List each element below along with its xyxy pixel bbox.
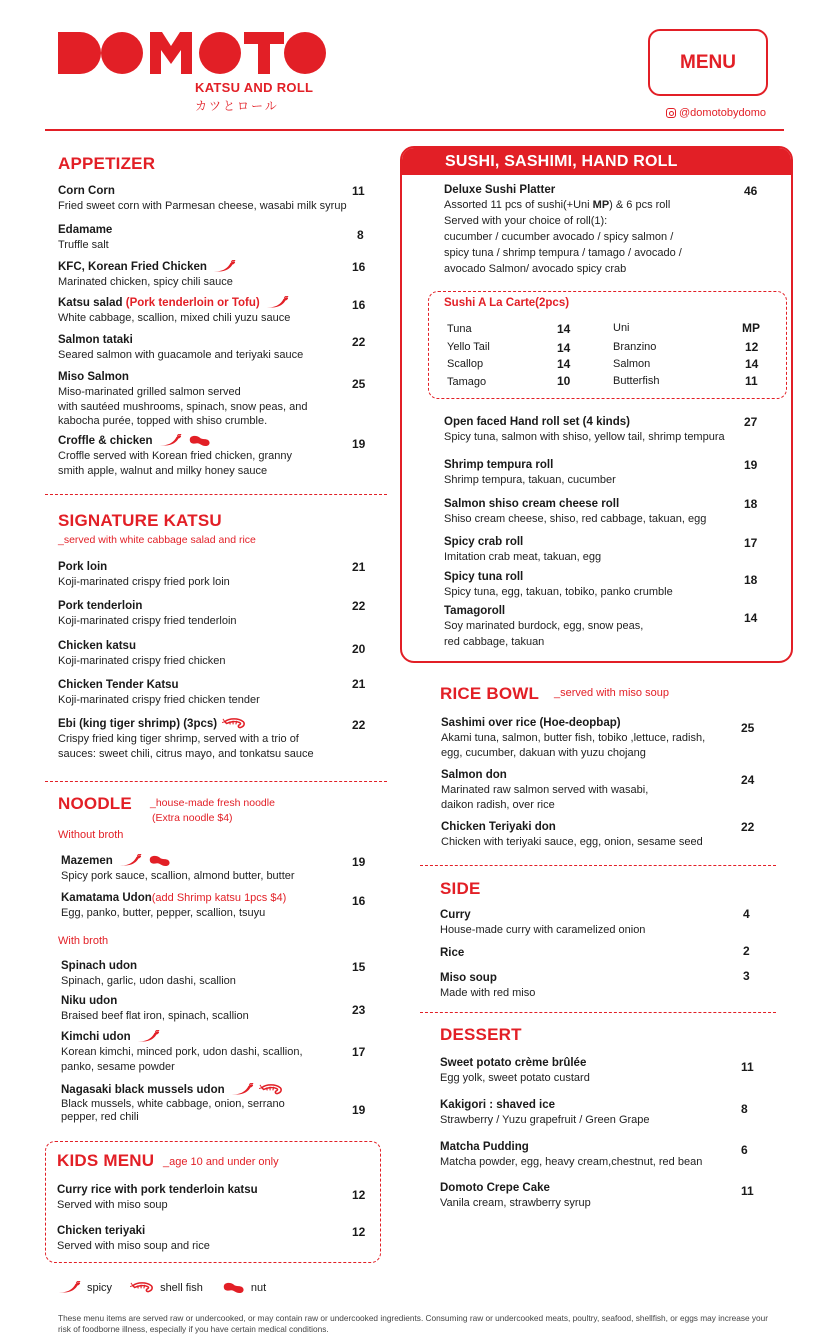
item-desc-line: egg, cucumber, dakuan with yuzu chojang bbox=[441, 746, 646, 759]
item-addon: (add Shrimp katsu 1pcs $4) bbox=[151, 892, 287, 904]
item-name: Miso Salmon bbox=[58, 371, 129, 383]
item-desc: Koji-marinated crispy fried chicken bbox=[58, 655, 226, 667]
item-desc: White cabbage, scallion, mixed chili yuzu sauce bbox=[58, 312, 291, 324]
menu-item bbox=[441, 820, 703, 850]
menu-item bbox=[444, 497, 706, 527]
item-price: 22 bbox=[352, 335, 366, 349]
alacarte-price: 14 bbox=[557, 322, 571, 336]
item-price: 4 bbox=[743, 907, 750, 921]
alacarte-name: Tamago bbox=[447, 376, 487, 388]
item-desc-line: avocado Salmon/ avocado spicy crab bbox=[444, 262, 627, 275]
item-desc: Spicy pork sauce, scallion, almond butter, butter bbox=[61, 870, 295, 882]
without-broth-heading: Without broth bbox=[58, 829, 124, 841]
item-desc: Served with miso soup and rice bbox=[57, 1240, 210, 1252]
item-desc-line: Miso-marinated grilled salmon served bbox=[58, 386, 241, 398]
item-desc-line: sauces: sweet chili, citrus mayo, and tonkatsu sauce bbox=[58, 747, 314, 760]
item-price: 17 bbox=[352, 1045, 366, 1059]
menu-item bbox=[444, 604, 643, 650]
item-price: 18 bbox=[744, 573, 758, 587]
section-divider bbox=[45, 494, 387, 495]
item-desc-line: Marinated raw salmon served with wasabi, bbox=[441, 784, 649, 796]
instagram-handle[interactable] bbox=[666, 107, 766, 119]
menu-item bbox=[58, 296, 290, 326]
item-desc: Served with miso soup bbox=[57, 1199, 168, 1211]
nut-icon bbox=[187, 434, 211, 447]
menu-item bbox=[58, 560, 230, 590]
item-name: Curry bbox=[440, 909, 471, 921]
item-name: Domoto Crepe Cake bbox=[440, 1182, 550, 1194]
item-name: Pork loin bbox=[58, 561, 108, 573]
item-name: Niku udon bbox=[61, 995, 118, 1007]
sushi-header-bar bbox=[402, 148, 791, 175]
menu-item bbox=[440, 1098, 650, 1128]
item-name: Kamatama Udon bbox=[61, 892, 152, 904]
header-divider bbox=[45, 129, 784, 131]
alacarte-name: Salmon bbox=[613, 358, 651, 370]
item-price: 16 bbox=[352, 298, 366, 312]
item-desc: Seared salmon with guacamole and teriyaki sauce bbox=[58, 349, 304, 361]
instagram-icon bbox=[666, 108, 676, 118]
item-desc-line: Soy marinated burdock, egg, snow peas, bbox=[444, 620, 644, 632]
item-name: Katsu salad bbox=[58, 297, 123, 309]
spicy-icon bbox=[158, 434, 182, 447]
shellfish-icon bbox=[259, 1083, 283, 1096]
item-desc: Koji-marinated crispy fried tenderloin bbox=[58, 615, 237, 627]
alacarte-price: 14 bbox=[557, 341, 571, 355]
menu-item bbox=[440, 908, 645, 938]
item-price: 12 bbox=[352, 1225, 366, 1239]
item-desc: House-made curry with caramelized onion bbox=[440, 924, 646, 936]
item-price: 22 bbox=[352, 718, 366, 732]
item-price: 8 bbox=[741, 1102, 748, 1116]
appetizer-title: APPETIZER bbox=[58, 154, 156, 173]
item-desc-bold: MP bbox=[592, 199, 610, 211]
item-desc-line: Black mussels, white cabbage, onion, serrano bbox=[61, 1098, 285, 1110]
item-name: Matcha Pudding bbox=[440, 1141, 529, 1153]
legend-spicy bbox=[57, 1281, 112, 1294]
item-price: 15 bbox=[352, 960, 366, 974]
disclaimer-text: These menu items are served raw or undercooked, or may contain raw or undercooked ingredients. Consuming raw or undercooked meats, poultry, seafood, shellfish, or eggs may increase your risk of foodborne illness, especially if you have certain medical conditions. bbox=[58, 1313, 769, 1334]
noodle-title: NOODLE bbox=[58, 794, 132, 813]
menu-item bbox=[58, 260, 236, 290]
item-desc: Matcha powder, egg, heavy cream,chestnut, red bean bbox=[440, 1156, 703, 1168]
kids-menu-title: KIDS MENU bbox=[57, 1151, 155, 1170]
menu-item bbox=[441, 768, 648, 812]
alacarte-price: 10 bbox=[557, 374, 571, 388]
item-price: 24 bbox=[741, 773, 755, 787]
item-price: 20 bbox=[352, 642, 366, 656]
menu-item bbox=[61, 1030, 303, 1074]
item-price: 19 bbox=[352, 855, 366, 869]
item-name: Curry rice with pork tenderloin katsu bbox=[57, 1184, 258, 1196]
alacarte-name: Branzino bbox=[613, 341, 657, 353]
item-price: 16 bbox=[352, 894, 366, 908]
item-name: Shrimp tempura roll bbox=[444, 459, 554, 471]
instagram-text: @domotobydomo bbox=[679, 107, 766, 119]
item-name: Rice bbox=[440, 947, 465, 959]
item-desc: Made with red miso bbox=[440, 987, 536, 999]
item-desc-line: Akami tuna, salmon, butter fish, tobiko ,lettuce, radish, bbox=[441, 732, 706, 744]
spicy-icon bbox=[212, 260, 236, 273]
item-price: 21 bbox=[352, 677, 366, 691]
item-desc: ) & 6 pcs roll bbox=[609, 199, 671, 211]
item-desc-line: panko, sesame powder bbox=[61, 1060, 175, 1073]
item-price: 11 bbox=[741, 1184, 754, 1198]
sushi-title: SUSHI, SASHIMI, HAND ROLL bbox=[445, 153, 678, 170]
item-name: Salmon don bbox=[441, 769, 507, 781]
legend-shellfish bbox=[130, 1281, 203, 1294]
item-name: Chicken teriyaki bbox=[57, 1225, 146, 1237]
item-name: Kakigori : shaved ice bbox=[440, 1099, 556, 1111]
item-desc-line: Crispy fried king tiger shrimp, served with a trio of bbox=[58, 733, 299, 745]
item-name: Chicken katsu bbox=[58, 640, 136, 652]
item-desc: Strawberry / Yuzu grapefruit / Green Grape bbox=[440, 1114, 650, 1126]
menu-item bbox=[440, 946, 464, 961]
item-price: 11 bbox=[741, 1060, 754, 1074]
menu-item bbox=[444, 183, 682, 277]
item-name: Pork tenderloin bbox=[58, 600, 143, 612]
item-desc: Truffle salt bbox=[58, 239, 109, 251]
section-divider bbox=[420, 1012, 776, 1013]
item-desc-line: smith apple, walnut and milky honey sauce bbox=[58, 464, 268, 477]
item-desc-line: cucumber / cucumber avocado / spicy salmon / bbox=[444, 230, 674, 243]
item-price: 8 bbox=[357, 228, 364, 242]
item-price: 2 bbox=[743, 944, 750, 958]
menu-item bbox=[61, 891, 286, 921]
alacarte-name: Butterfish bbox=[613, 375, 660, 387]
item-desc-line: with sautéed mushrooms, spinach, snow peas, and bbox=[58, 400, 308, 413]
domoto-logo bbox=[58, 32, 326, 74]
item-desc: Chicken with teriyaki sauce, egg, onion, sesame seed bbox=[441, 836, 703, 848]
item-price: 6 bbox=[741, 1143, 748, 1157]
menu-item bbox=[440, 1056, 590, 1086]
item-desc-line: daikon radish, over rice bbox=[441, 798, 555, 811]
section-divider bbox=[45, 781, 387, 782]
item-name: Spinach udon bbox=[61, 960, 138, 972]
item-name: Deluxe Sushi Platter bbox=[444, 184, 556, 196]
item-desc-line: pepper, red chili bbox=[61, 1110, 139, 1123]
menu-item bbox=[57, 1183, 258, 1213]
side-title: SIDE bbox=[440, 879, 481, 898]
item-price: 3 bbox=[743, 969, 750, 983]
item-name: Sweet potato crème brûlée bbox=[440, 1057, 587, 1069]
menu-item bbox=[444, 458, 616, 488]
item-name: Chicken Tender Katsu bbox=[58, 679, 179, 691]
item-desc: Spinach, garlic, udon dashi, scallion bbox=[61, 975, 236, 987]
shellfish-icon bbox=[222, 717, 246, 730]
menu-item bbox=[61, 994, 249, 1024]
item-desc: Vanila cream, strawberry syrup bbox=[440, 1197, 591, 1209]
item-price: 17 bbox=[744, 536, 758, 550]
menu-item bbox=[61, 1083, 285, 1123]
item-price: 11 bbox=[352, 184, 365, 198]
menu-item bbox=[57, 1224, 210, 1254]
menu-item bbox=[58, 223, 112, 253]
legend-label: nut bbox=[250, 1281, 267, 1294]
item-name: KFC, Korean Fried Chicken bbox=[58, 261, 207, 273]
alacarte-price: 14 bbox=[557, 357, 571, 371]
item-price: 27 bbox=[744, 415, 758, 429]
rice-bowl-note: _served with miso soup bbox=[554, 687, 669, 699]
item-name: Salmon shiso cream cheese roll bbox=[444, 498, 620, 510]
item-price: 19 bbox=[352, 437, 366, 451]
item-name: Spicy tuna roll bbox=[444, 571, 524, 583]
alacarte-price: 14 bbox=[745, 357, 759, 371]
item-desc: Koji-marinated crispy fried chicken tender bbox=[58, 694, 260, 706]
menu-item bbox=[440, 1140, 702, 1170]
item-name: Croffle & chicken bbox=[58, 435, 153, 447]
spicy-icon bbox=[265, 296, 289, 309]
item-price: 22 bbox=[352, 599, 366, 613]
item-desc-line: Served with your choice of roll(1): bbox=[444, 214, 608, 227]
item-desc-line: kabocha purée, topped with shiso crumble. bbox=[58, 415, 268, 427]
item-price: 25 bbox=[352, 377, 366, 391]
alacarte-price: 11 bbox=[745, 374, 758, 388]
with-broth-heading: With broth bbox=[58, 935, 109, 947]
item-price: 25 bbox=[741, 721, 755, 735]
shellfish-icon bbox=[130, 1281, 154, 1294]
item-desc: Egg yolk, sweet potato custard bbox=[440, 1072, 590, 1084]
menu-item bbox=[58, 639, 226, 669]
item-name: Kimchi udon bbox=[61, 1031, 131, 1043]
spicy-icon bbox=[136, 1030, 160, 1043]
alacarte-price: MP bbox=[742, 321, 760, 335]
spicy-icon bbox=[118, 854, 142, 867]
signature-katsu-title: SIGNATURE KATSU bbox=[58, 511, 222, 530]
section-divider bbox=[420, 865, 776, 866]
menu-item bbox=[444, 415, 725, 445]
menu-item bbox=[440, 1181, 591, 1211]
menu-item bbox=[61, 959, 236, 989]
item-desc: Shiso cream cheese, shiso, red cabbage, takuan, egg bbox=[444, 513, 707, 525]
nut-icon bbox=[147, 854, 171, 867]
legend-label: spicy bbox=[87, 1281, 113, 1294]
menu-badge: MENU bbox=[648, 29, 768, 96]
item-desc: Imitation crab meat, takuan, egg bbox=[444, 551, 602, 563]
item-desc-line: Korean kimchi, minced pork, udon dashi, scallion, bbox=[61, 1046, 303, 1058]
item-price: 21 bbox=[352, 560, 366, 574]
menu-item bbox=[441, 716, 705, 760]
item-price: 46 bbox=[744, 184, 758, 198]
item-desc: Braised beef flat iron, spinach, scallion bbox=[61, 1010, 249, 1022]
item-desc-line: red cabbage, takuan bbox=[444, 635, 545, 648]
item-price: 22 bbox=[741, 820, 755, 834]
legend-nut bbox=[221, 1281, 266, 1294]
item-name: Sashimi over rice (Hoe-deopbap) bbox=[441, 717, 621, 729]
item-price: 23 bbox=[352, 1003, 366, 1017]
item-desc: Assorted 11 pcs of sushi(+Uni bbox=[444, 199, 593, 211]
item-desc: Marinated chicken, spicy chili sauce bbox=[58, 276, 233, 288]
item-name: Miso soup bbox=[440, 972, 497, 984]
item-addon: (Pork tenderloin or Tofu) bbox=[125, 297, 260, 309]
item-name: Corn Corn bbox=[58, 185, 115, 197]
menu-item bbox=[444, 535, 601, 565]
item-desc: Shrimp tempura, takuan, cucumber bbox=[444, 474, 616, 486]
item-price: 16 bbox=[352, 260, 366, 274]
menu-item bbox=[58, 434, 292, 478]
item-name: Ebi (king tiger shrimp) (3pcs) bbox=[58, 718, 218, 730]
item-desc-line: Croffle served with Korean fried chicken, granny bbox=[58, 450, 292, 462]
item-name: Tamagoroll bbox=[444, 605, 506, 617]
alacarte-name: Uni bbox=[613, 322, 630, 334]
item-desc: Fried sweet corn with Parmesan cheese, wasabi milk syrup bbox=[58, 200, 347, 212]
menu-item bbox=[58, 717, 314, 761]
noodle-note: _house-made fresh noodle bbox=[150, 797, 275, 809]
kids-menu-note: _age 10 and under only bbox=[163, 1156, 279, 1168]
menu-item bbox=[58, 370, 307, 429]
item-price: 19 bbox=[744, 458, 758, 472]
dessert-title: DESSERT bbox=[440, 1025, 522, 1044]
item-desc: Spicy tuna, egg, takuan, tobiko, panko crumble bbox=[444, 586, 673, 598]
spicy-icon bbox=[230, 1083, 254, 1096]
menu-item bbox=[58, 184, 347, 214]
item-desc: Egg, panko, butter, pepper, scallion, tsuyu bbox=[61, 907, 266, 919]
alacarte-name: Scallop bbox=[447, 358, 484, 370]
nut-icon bbox=[221, 1281, 245, 1294]
item-desc: Spicy tuna, salmon with shiso, yellow tail, shrimp tempura bbox=[444, 431, 725, 443]
item-name: Nagasaki black mussels udon bbox=[61, 1084, 225, 1096]
menu-item bbox=[440, 971, 535, 1001]
menu-item bbox=[58, 678, 260, 708]
logo-subtitle: KATSU AND ROLL bbox=[195, 80, 314, 95]
item-price: 19 bbox=[352, 1103, 366, 1117]
noodle-note-extra: (Extra noodle $4) bbox=[152, 812, 233, 824]
menu-item bbox=[58, 599, 237, 629]
item-desc: Koji-marinated crispy fried pork loin bbox=[58, 576, 230, 588]
rice-bowl-title: RICE BOWL bbox=[440, 684, 540, 703]
logo-subtitle-jp: カツとロール bbox=[195, 99, 279, 113]
item-price: 12 bbox=[352, 1188, 366, 1202]
item-name: Chicken Teriyaki don bbox=[441, 821, 556, 833]
menu-item bbox=[61, 854, 295, 884]
icon-legend bbox=[57, 1281, 284, 1294]
item-desc-line: spicy tuna / shrimp tempura / tamago / avocado / bbox=[444, 246, 682, 259]
menu-item bbox=[444, 570, 673, 600]
menu-item bbox=[58, 333, 303, 363]
alacarte-price: 12 bbox=[745, 340, 759, 354]
item-name: Open faced Hand roll set (4 kinds) bbox=[444, 416, 630, 428]
alacarte-title: Sushi A La Carte(2pcs) bbox=[444, 297, 570, 309]
signature-katsu-note: _served with white cabbage salad and rice bbox=[58, 534, 256, 546]
item-name: Salmon tataki bbox=[58, 334, 133, 346]
item-name: Edamame bbox=[58, 224, 113, 236]
spicy-icon bbox=[57, 1281, 81, 1294]
item-name: Mazemen bbox=[61, 855, 113, 867]
legend-label: shell fish bbox=[160, 1281, 203, 1294]
alacarte-name: Yello Tail bbox=[447, 341, 490, 353]
item-name: Spicy crab roll bbox=[444, 536, 524, 548]
alacarte-name: Tuna bbox=[447, 323, 472, 335]
item-price: 18 bbox=[744, 497, 758, 511]
item-price: 14 bbox=[744, 611, 758, 625]
